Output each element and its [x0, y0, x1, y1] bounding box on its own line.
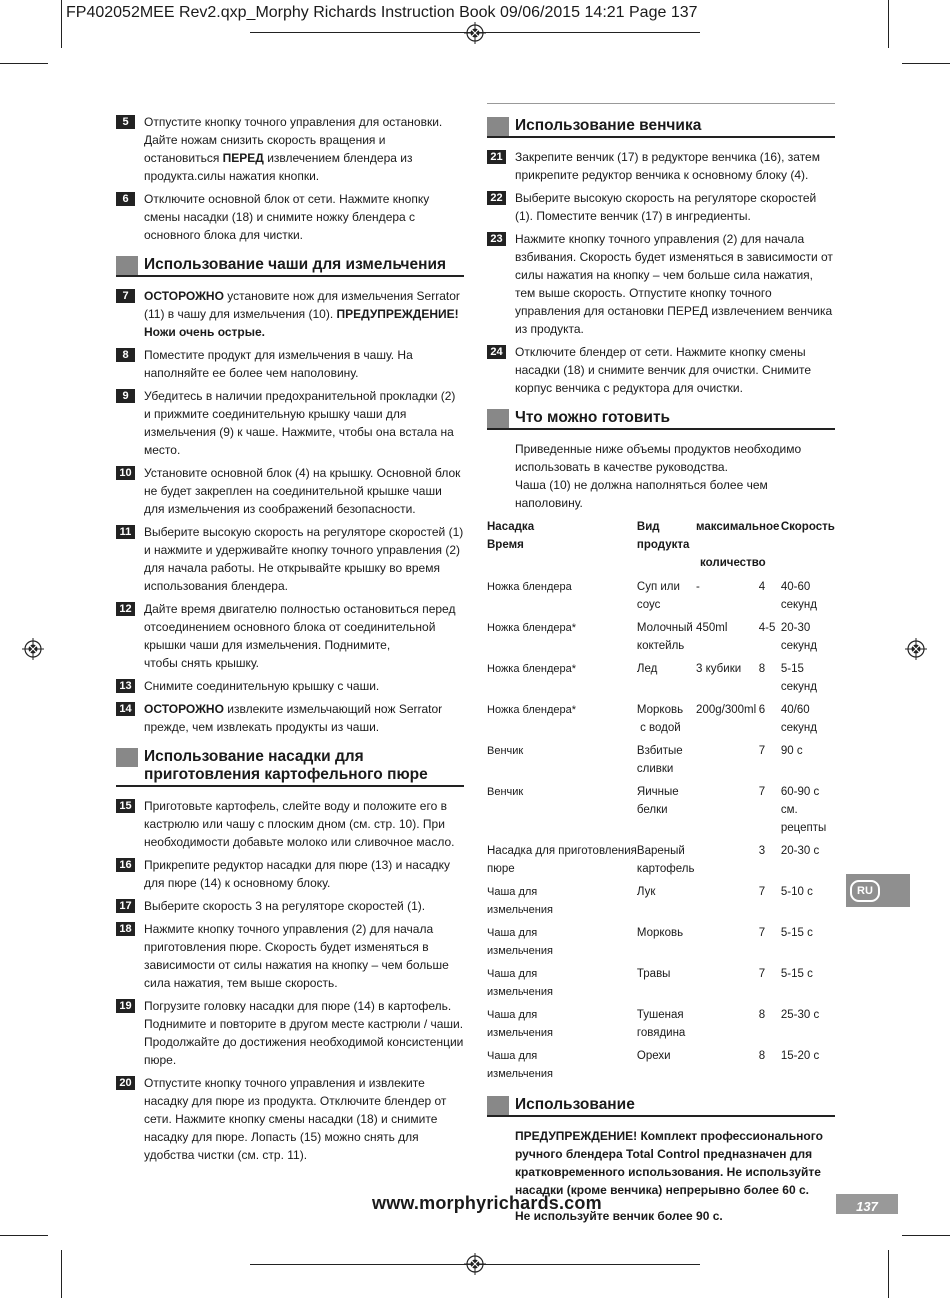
language-badge: RU	[850, 880, 880, 902]
step-item	[116, 287, 464, 341]
page-number: 137	[836, 1194, 898, 1214]
crop-mark	[902, 1235, 950, 1236]
section-marker	[487, 117, 509, 136]
step-number: 19	[116, 999, 135, 1013]
cell-food: Травы	[636, 968, 671, 980]
table-row	[487, 783, 835, 842]
step-item	[116, 677, 464, 695]
step-text: Прикрепите редуктор насадки для пюре (13) и насадку для пюре (14) к основному блоку.	[144, 858, 451, 890]
cell-time: 20-30 с	[780, 845, 820, 857]
registration-mark-icon	[905, 638, 927, 660]
cell-quantity	[696, 783, 759, 842]
cell-time: 5-15 с	[780, 927, 813, 939]
steps-group-d	[487, 148, 835, 397]
crop-mark	[0, 1235, 48, 1236]
cell-food: Молочный коктейль	[636, 622, 693, 652]
step-text: Снимите соединительную крышку с чаши.	[144, 679, 380, 693]
step-number: 10	[116, 466, 135, 480]
section-heading-masher: Использование насадки для приготовления картофельного пюре	[116, 748, 464, 787]
step-text: Выберите высокую скорость на регуляторе скоростей (1) и нажмите и удерживайте кнопку точного управления (2) для начала работы. Не открывайте крышку во время использования блендера.	[144, 525, 464, 593]
step-text: Дайте время двигателю полностью остановиться перед отсоединением основного блока от соединительной крышки чаши для измельчения. Поднимите, чтобы снять крышку.	[144, 602, 456, 670]
step-number: 9	[116, 389, 135, 403]
step-number: 5	[116, 115, 135, 129]
cell-attachment: Чаша для измельчения	[487, 1009, 553, 1039]
cell-quantity: 3 кубики	[696, 663, 742, 675]
registration-mark-icon	[464, 22, 486, 44]
cell-speed: 3	[758, 845, 766, 857]
step-number: 7	[116, 289, 135, 303]
step-item	[116, 113, 464, 185]
cell-speed: 4	[758, 581, 766, 593]
step-number: 22	[487, 191, 506, 205]
cell-food: Тушеная говядина	[636, 1009, 686, 1039]
section-heading-chopper: Использование чаши для измельчения	[116, 256, 464, 277]
cell-food: Морковь с водой	[636, 704, 684, 734]
header-max: максимальное количество	[696, 521, 780, 569]
step-item	[116, 700, 464, 736]
step-text: Нажмите кнопку точного управления (2) для начала взбивания. Скорость будет изменяться в зависимости от силы нажатия на кнопку – чем больше сила нажатия, тем выше скорость. Отпустите кнопку точного управления для остановки ПЕРЕД извлечением венчика из продукта.	[515, 232, 833, 336]
cell-speed: 7	[758, 968, 766, 980]
crop-mark	[902, 63, 950, 64]
cell-speed: 4-5	[758, 622, 776, 634]
registration-mark-icon	[22, 638, 44, 660]
prep-table	[487, 518, 835, 1088]
cell-attachment: Чаша для измельчения	[487, 886, 553, 916]
steps-group-a	[116, 113, 464, 244]
cell-quantity	[696, 1047, 759, 1088]
section-heading-prep: Что можно готовить	[487, 409, 835, 430]
section-marker	[487, 1096, 509, 1115]
cell-time: 5-15 секунд	[780, 663, 817, 693]
section-marker	[116, 748, 138, 767]
step-number: 14	[116, 702, 135, 716]
prep-table-body	[487, 578, 835, 1088]
step-text: ОСТОРОЖНО извлеките измельчающий нож Serrator прежде, чем извлекать продукты из чаши.	[144, 702, 443, 734]
step-item	[487, 230, 835, 338]
cell-quantity	[696, 883, 759, 924]
step-text: Выберите высокую скорость на регуляторе скоростей (1). Поместите венчик (17) в ингредиенты.	[515, 191, 817, 223]
cell-attachment: Чаша для измельчения	[487, 927, 553, 957]
cell-speed: 7	[758, 745, 766, 757]
cell-quantity	[696, 842, 759, 883]
crop-mark	[61, 0, 62, 48]
cell-quantity: 200g/300ml	[696, 704, 757, 716]
prep-intro	[487, 440, 835, 512]
step-number: 20	[116, 1076, 135, 1090]
section-marker	[487, 409, 509, 428]
step-item	[116, 464, 464, 518]
step-number: 6	[116, 192, 135, 206]
cell-time: 60-90 с см. рецепты	[780, 786, 827, 834]
cell-time: 40-60 секунд	[780, 581, 817, 611]
cell-speed: 6	[758, 704, 766, 716]
table-row	[487, 924, 835, 965]
step-item	[487, 148, 835, 184]
step-text: Отключите блендер от сети. Нажмите кнопку смены насадки (18) и снимите венчик для очистки. Снимите корпус венчика с редуктора для очистки.	[515, 345, 812, 395]
table-row	[487, 842, 835, 883]
whisk-warning: Не используйте венчик более 90 с.	[515, 1209, 723, 1223]
right-column	[487, 113, 835, 1233]
header-attachment: Насадка Время	[487, 521, 535, 551]
cell-attachment: Ножка блендера*	[487, 704, 576, 716]
column-top-rule	[487, 103, 835, 104]
step-number: 8	[116, 348, 135, 362]
table-row	[487, 701, 835, 742]
crop-mark	[888, 1250, 889, 1298]
table-row	[487, 883, 835, 924]
table-row	[487, 1006, 835, 1047]
step-number: 12	[116, 602, 135, 616]
cell-attachment: Ножка блендера*	[487, 663, 576, 675]
cell-quantity	[696, 965, 759, 1006]
cell-time: 15-20 с	[780, 1050, 820, 1062]
cell-speed: 8	[758, 1009, 766, 1021]
step-text: Погрузите головку насадки для пюре (14) в картофель. Поднимите и повторите в другом месте кастрюли / чаши. Продолжайте до достижения необходимой консистенции пюре.	[144, 999, 464, 1067]
cell-time: 5-10 с	[780, 886, 813, 898]
cell-food: Орехи	[636, 1050, 671, 1062]
step-text: Приготовьте картофель, слейте воду и положите его в кастрюлю или чашу с плоским дном (см. стр. 10). При необходимости добавьте молоко или сливочное масло.	[144, 799, 455, 849]
step-number: 13	[116, 679, 135, 693]
table-row	[487, 660, 835, 701]
footer-website: www.morphyrichards.com	[372, 1193, 602, 1213]
step-item	[116, 797, 464, 851]
step-item	[116, 1074, 464, 1164]
crop-mark	[61, 1250, 62, 1298]
table-row	[487, 1047, 835, 1088]
section-heading-usage: Использование	[487, 1096, 835, 1117]
prep-intro-note: Чаша (10) не должна наполняться более чем наполовину.	[515, 478, 768, 510]
step-item	[116, 997, 464, 1069]
table-row	[487, 742, 835, 783]
step-number: 23	[487, 232, 506, 246]
step-item	[116, 600, 464, 672]
usage-warning: ПРЕДУПРЕЖДЕНИЕ! Комплект профессионального ручного блендера Total Control предназначен для кратковременного использования. Не используйте насадки (кроме венчика) непрерывно более 60 с.	[515, 1129, 823, 1197]
table-row	[487, 619, 835, 660]
prep-intro-text: Приведенные ниже объемы продуктов необходимо использовать в качестве руководства.	[515, 442, 802, 474]
step-number: 11	[116, 525, 135, 539]
cell-food: Морковь	[636, 927, 684, 939]
cell-quantity	[696, 924, 759, 965]
cell-time: 5-15 с	[780, 968, 813, 980]
cell-time: 25-30 с	[780, 1009, 820, 1021]
cell-food: Лук	[636, 886, 656, 898]
step-item	[116, 523, 464, 595]
step-text: Нажмите кнопку точного управления (2) для начала приготовления пюре. Скорость будет изменяться в зависимости от силы нажатия на кнопку – чем больше сила нажатия, тем выше скорость.	[144, 922, 449, 990]
step-text: Установите основной блок (4) на крышку. Основной блок не будет закреплен на соединительной крышке чаши для измельчения из соображений безопасности.	[144, 466, 461, 516]
cell-time: 90 с	[780, 745, 803, 757]
step-item	[487, 189, 835, 225]
crop-mark	[0, 63, 48, 64]
print-slug: FP402052MEE Rev2.qxp_Morphy Richards Instruction Book 09/06/2015 14:21 Page 137	[66, 4, 698, 21]
step-text: Поместите продукт для измельчения в чашу. На наполняйте ее более чем наполовину.	[144, 348, 413, 380]
step-item	[116, 190, 464, 244]
left-column	[116, 113, 464, 1169]
cell-attachment: Венчик	[487, 786, 524, 798]
step-item	[487, 343, 835, 397]
cell-food: Яичные белки	[636, 786, 679, 816]
step-number: 21	[487, 150, 506, 164]
header-food: Вид продукта	[636, 521, 690, 551]
section-marker	[116, 256, 138, 275]
step-text: Закрепите венчик (17) в редукторе венчика (16), затем прикрепите редуктор венчика к основному блоку (4).	[515, 150, 820, 182]
steps-group-b	[116, 287, 464, 736]
cell-food: Суп или соус	[636, 581, 680, 611]
step-item	[116, 387, 464, 459]
step-text: Отключите основной блок от сети. Нажмите кнопку смены насадки (18) и снимите ножку блендера с основного блока для чистки.	[144, 192, 430, 242]
step-text: Отпустите кнопку точного управления и извлеките насадку для пюре из продукта. Отключите блендер от сети. Нажмите кнопку смены насадки (18) и снимите насадку для пюре. Лопасть (15) можно снять для удобства чистки (см. стр. 11).	[144, 1076, 447, 1162]
cell-attachment: Ножка блендера	[487, 581, 572, 593]
header-speed: Скорость	[780, 521, 835, 533]
cell-quantity: -	[696, 581, 700, 593]
step-item	[116, 856, 464, 892]
cell-food: Вареный картофель	[636, 845, 695, 875]
cell-attachment: Чаша для измельчения	[487, 968, 553, 998]
step-number: 18	[116, 922, 135, 936]
step-item	[116, 897, 464, 915]
crop-mark	[888, 0, 889, 48]
section-heading-whisk: Использование венчика	[487, 117, 835, 138]
table-row	[487, 578, 835, 619]
step-text: Убедитесь в наличии предохранительной прокладки (2) и прижмите соединительную крышку чаши для измельчения (9) к чаше. Нажмите, чтобы она встала на место.	[144, 389, 456, 457]
step-text: Выберите скорость 3 на регуляторе скоростей (1).	[144, 899, 426, 913]
steps-group-c	[116, 797, 464, 1164]
cell-quantity	[696, 1006, 759, 1047]
step-number: 15	[116, 799, 135, 813]
cell-food: Взбитые сливки	[636, 745, 683, 775]
cell-quantity: 450ml	[696, 622, 728, 634]
cell-time: 40/60 секунд	[780, 704, 817, 734]
step-text: Отпустите кнопку точного управления для остановки. Дайте ножам снизить скорость вращения и остановиться ПЕРЕД извлечением блендера из продукта.силы нажатия кнопки.	[144, 115, 443, 183]
cell-quantity	[696, 742, 759, 783]
table-row	[487, 965, 835, 1006]
cell-food: Лед	[636, 663, 658, 675]
step-item	[116, 346, 464, 382]
cell-attachment: Ножка блендера*	[487, 622, 576, 634]
cell-attachment: Чаша для измельчения	[487, 1050, 553, 1080]
cell-speed: 7	[758, 927, 766, 939]
step-item	[116, 920, 464, 992]
step-number: 16	[116, 858, 135, 872]
cell-attachment: Венчик	[487, 745, 524, 757]
cell-speed: 7	[758, 786, 766, 798]
cell-speed: 8	[758, 1050, 766, 1062]
table-header-row	[487, 518, 835, 572]
cell-speed: 8	[758, 663, 766, 675]
cell-time: 20-30 секунд	[780, 622, 817, 652]
step-number: 17	[116, 899, 135, 913]
step-text: ОСТОРОЖНО установите нож для измельчения Serrator (11) в чашу для измельчения (10). ПРЕДУПРЕЖДЕНИЕ! Ножи очень острые.	[144, 289, 460, 339]
registration-mark-icon	[464, 1253, 486, 1275]
cell-attachment: Насадка для приготовления пюре	[487, 845, 637, 875]
cell-speed: 7	[758, 886, 766, 898]
step-number: 24	[487, 345, 506, 359]
